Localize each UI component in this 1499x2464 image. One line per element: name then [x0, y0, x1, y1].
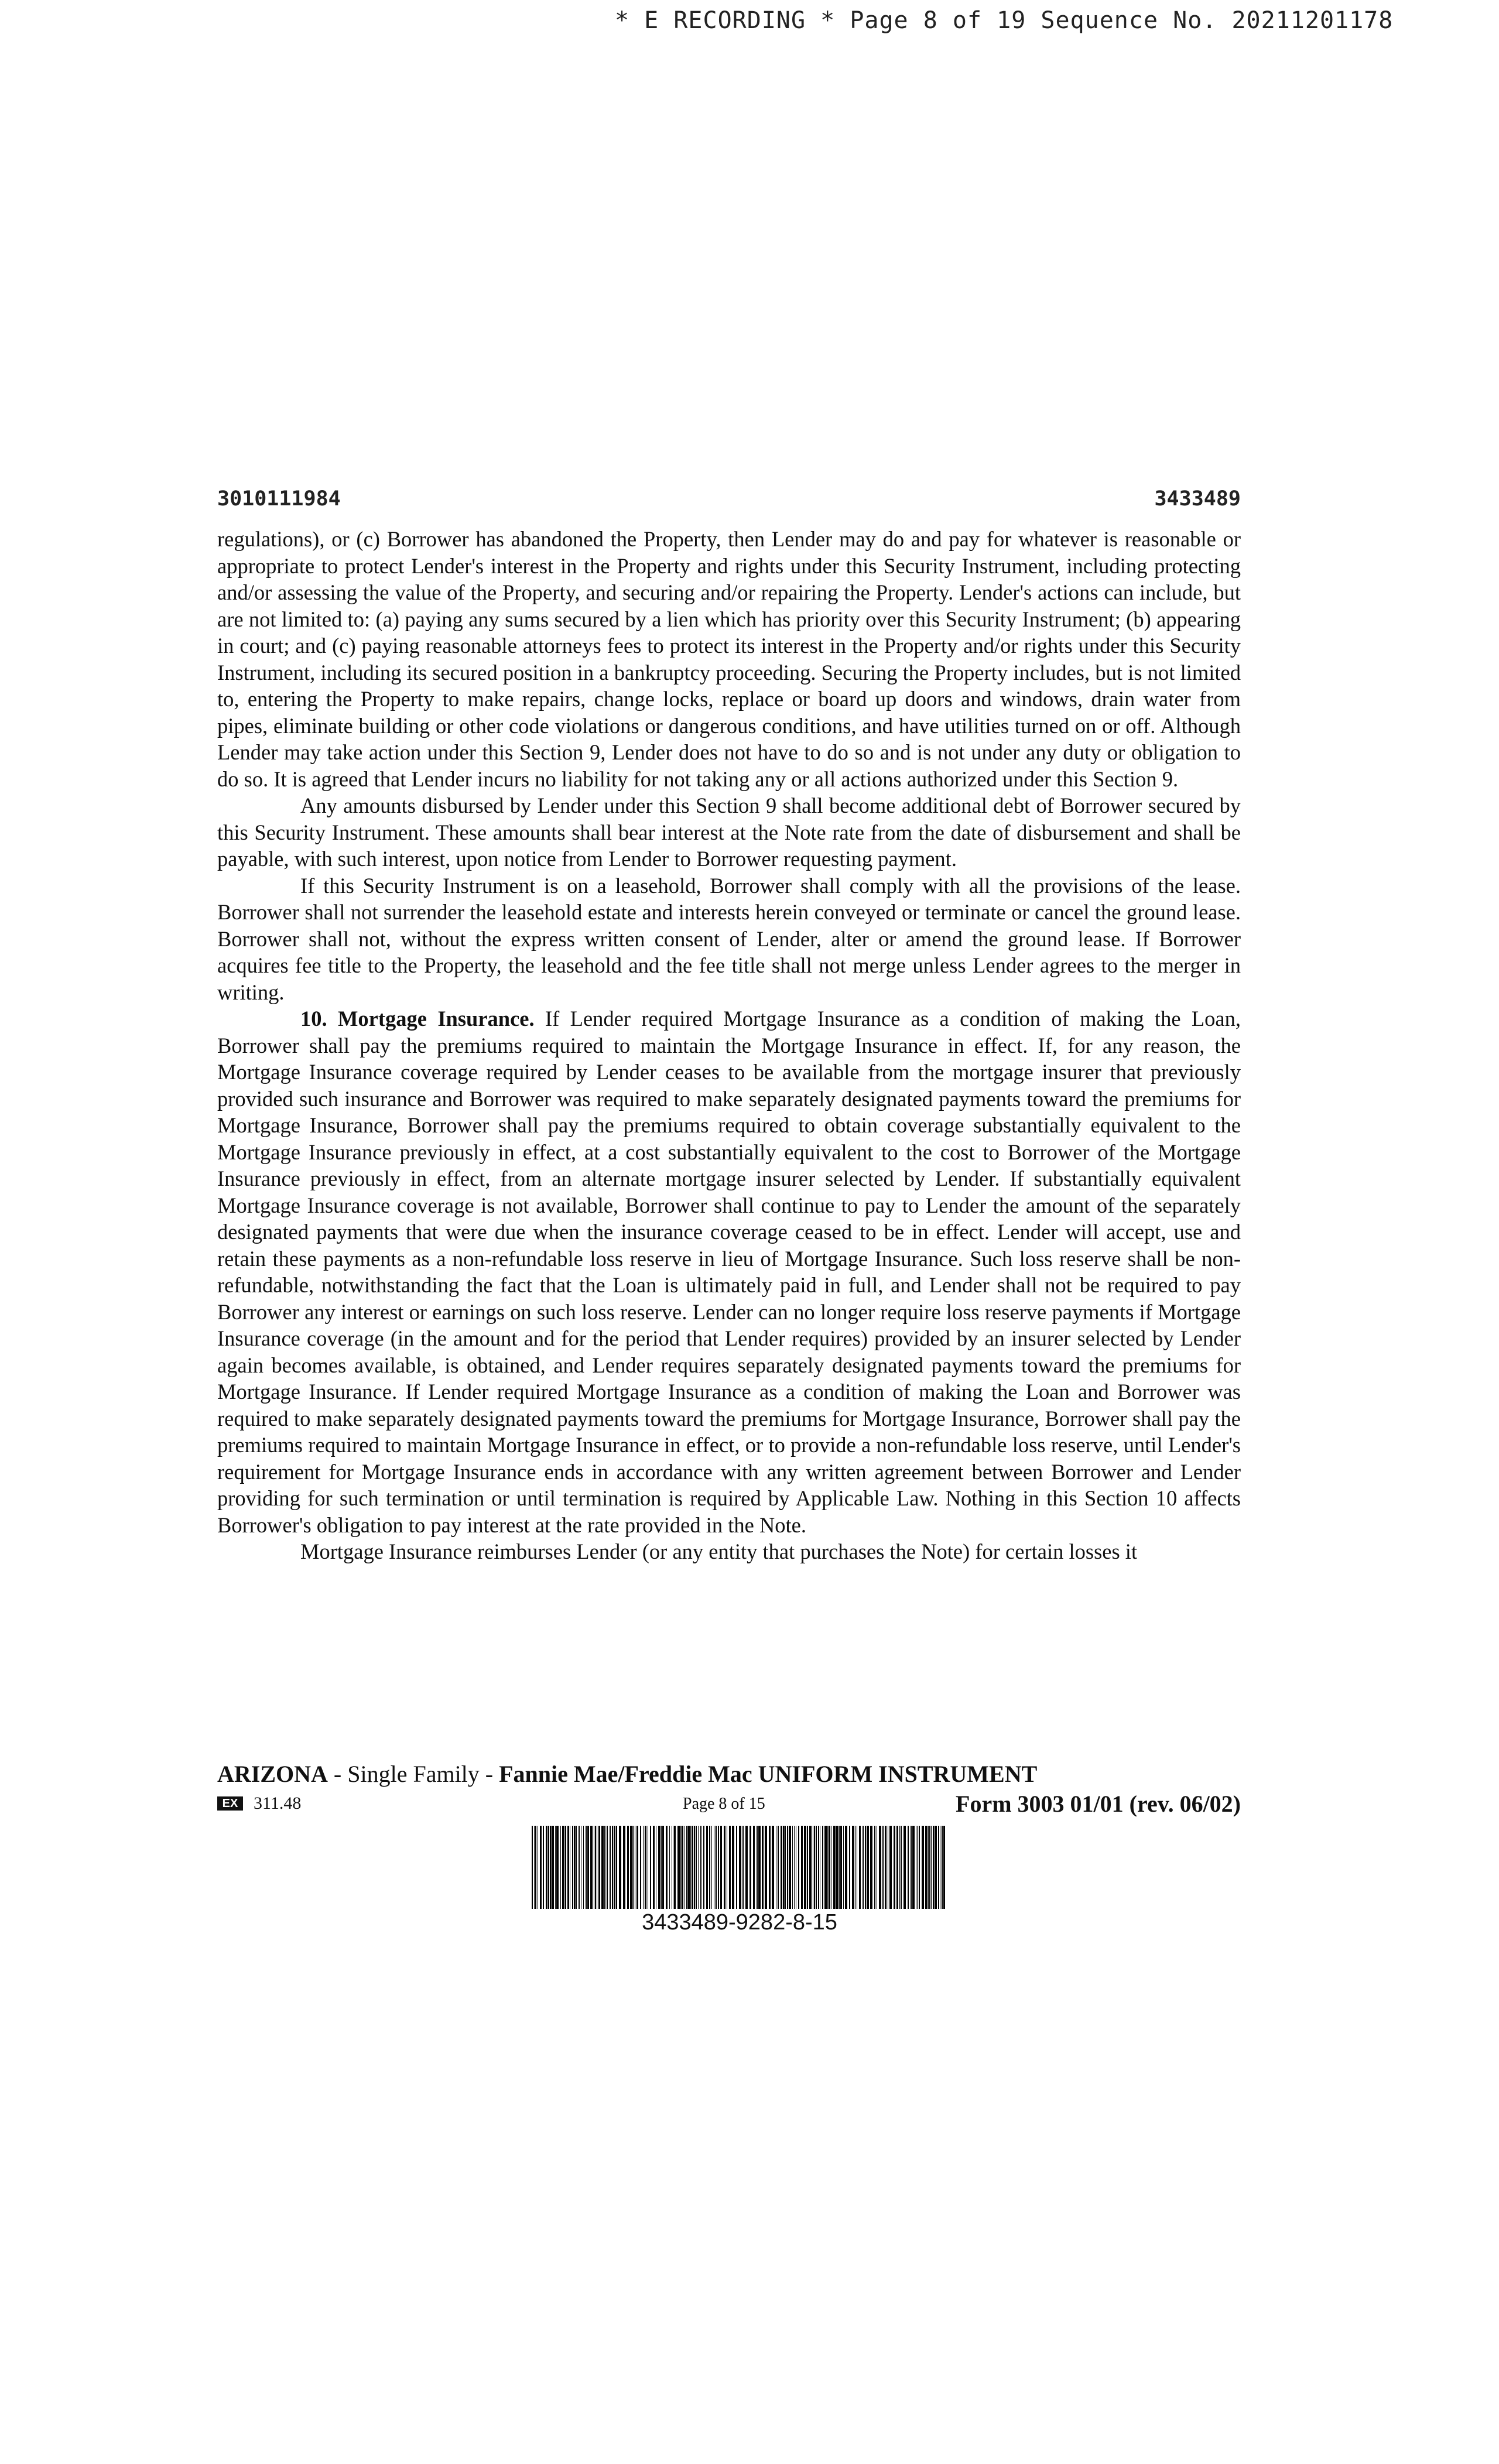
recording-header: * E RECORDING * Page 8 of 19 Sequence No. 20211201178 [615, 7, 1394, 34]
ex-logo-icon: EX [217, 1796, 243, 1811]
paragraph-disbursed-amounts: Any amounts disbursed by Lender under this Section 9 shall become additional debt of Borrower secured by this Security Instrument. These amounts shall bear interest at the Note rate from the date of disbursement and shall be payable, with such interest, upon notice from Lender to Borrower requesting payment. [217, 793, 1241, 871]
loan-number: 3010111984 [217, 487, 341, 511]
form-footer [217, 1760, 1241, 1819]
document-number: 3433489 [1154, 487, 1241, 511]
document-body [217, 526, 1241, 1565]
footer-state: ARIZONA [217, 1761, 328, 1787]
section-10-heading: 10. Mortgage Insurance. [300, 1007, 535, 1031]
paragraph-leasehold: If this Security Instrument is on a leasehold, Borrower shall comply with all the provisions of the lease. Borrower shall not surrender the leasehold estate and interests herein conveyed or terminate or cancel the ground lease. Borrower shall not, without the express written consent of Lender, alter or amend the ground lease. If Borrower acquires fee title to the Property, the leasehold and the fee title shall not merge unless Lender agrees to the merger in writing. [217, 873, 1241, 1004]
barcode-icon [532, 1826, 947, 1909]
form-id: Form 3003 01/01 (rev. 06/02) [956, 1791, 1241, 1817]
footer-separator: - Single Family - [327, 1761, 499, 1787]
paragraph-mortgage-insurance-reimburses: Mortgage Insurance reimburses Lender (or any entity that purchases the Note) for certain losses it [300, 1539, 1138, 1563]
form-code [217, 1794, 301, 1813]
paragraph-section-9-continued: regulations), or (c) Borrower has abandoned the Property, then Lender may do and pay for whatever is reasonable or appropriate to protect Lender's interest in the Property and rights under this Security Instrument, including protecting and/or assessing the value of the Property, and securing and/or repairing the Property. Lender's actions can include, but are not limited to: (a) paying any sums secured by a lien which has priority over this Security Instrument; (b) appearing in court; and (c) paying reasonable attorneys fees to protect its interest in the Property and/or rights under this Security Instrument, including its secured position in a bankruptcy proceeding. Securing the Property includes, but is not limited to, entering the Property to make repairs, change locks, replace or board up doors and windows, drain water from pipes, eliminate building or other code violations or dangerous conditions, and have utilities turned on or off. Although Lender may take action under this Section 9, Lender does not have to do so and is not under any duty or obligation to do so. It is agreed that Lender incurs no liability for not taking any or all actions authorized under this Section 9. [217, 527, 1241, 791]
section-10-text: If Lender required Mortgage Insurance as a condition of making the Loan, Borrower shall pay the premiums required to maintain the Mortgage Insurance in effect. If, for any reason, the Mortgage Insurance coverage required by Lender ceases to be available from the mortgage insurer that previously provided such insurance and Borrower was required to make separately designated payments toward the premiums for Mortgage Insurance, Borrower shall pay the premiums required to obtain coverage substantially equivalent to the Mortgage Insurance previously in effect, at a cost substantially equivalent to the cost to Borrower of the Mortgage Insurance previously in effect, from an alternate mortgage insurer selected by Lender. If substantially equivalent Mortgage Insurance coverage is not available, Borrower shall continue to pay to Lender the amount of the separately designated payments that were due when the insurance coverage ceased to be in effect. Lender will accept, use and retain these payments as a non-refundable loss reserve in lieu of Mortgage Insurance. Such loss reserve shall be non-refundable, notwithstanding the fact that the Loan is ultimately paid in full, and Lender shall not be required to pay Borrower any interest or earnings on such loss reserve. Lender can no longer require loss reserve payments if Mortgage Insurance coverage (in the amount and for the period that Lender requires) provided by an insurer selected by Lender again becomes available, is obtained, and Lender requires separately designated payments toward the premiums for Mortgage Insurance. If Lender required Mortgage Insurance as a condition of making the Loan and Borrower was required to make separately designated payments toward the premiums for Mortgage Insurance, Borrower shall pay the premiums required to maintain Mortgage Insurance in effect, or to provide a non-refundable loss reserve, until Lender's requirement for Mortgage Insurance ends in accordance with any written agreement between Borrower and Lender providing for such termination or until termination is required by Applicable Law. Nothing in this Section 10 affects Borrower's obligation to pay interest at the rate provided in the Note. [217, 1007, 1241, 1537]
footer-title [217, 1760, 1241, 1788]
footer-page-number: Page 8 of 15 [683, 1795, 765, 1813]
footer-instrument: Fannie Mae/Freddie Mac UNIFORM INSTRUMENT [499, 1761, 1038, 1787]
form-code-number: 311.48 [254, 1794, 302, 1813]
footer-row [217, 1790, 1241, 1819]
barcode-text: 3433489-9282-8-15 [642, 1910, 837, 1935]
paragraph-mortgage-insurance [217, 1005, 1241, 1538]
